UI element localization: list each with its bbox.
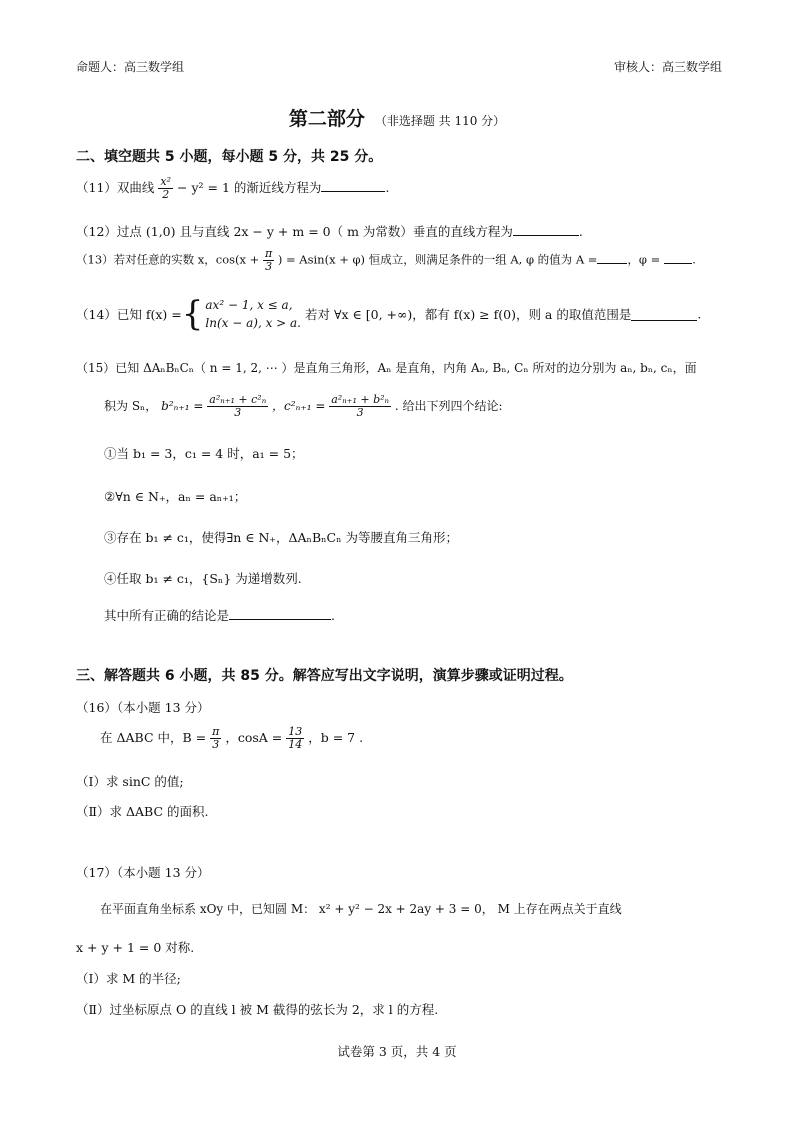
- q16-f2-fraction: [286, 726, 304, 751]
- q11-pre: （11）双曲线: [76, 180, 155, 196]
- q13-answer-blank-a[interactable]: [597, 251, 627, 264]
- section2-heading: 二、填空题共 5 小题，每小题 5 分，共 25 分。: [76, 149, 383, 165]
- header-reviewer: 审核人：高三数学组: [613, 60, 722, 74]
- q13-mid2: ，φ =: [627, 252, 661, 267]
- q13-post: .: [692, 252, 696, 267]
- q15-ask-text: 其中所有正确的结论是: [104, 608, 230, 623]
- q15-f2-den: 3: [356, 406, 364, 420]
- q15-conclusion-2: ②∀n ∈ N₊，aₙ = aₙ₊₁；: [104, 489, 247, 504]
- q14-pre: （14）已知 f(x) =: [76, 307, 182, 322]
- part-title: [0, 104, 794, 131]
- q17-part1: （Ⅰ）求 M 的半径;: [76, 971, 181, 986]
- q15-conclusion-3: ③存在 b₁ ≠ c₁，使得∃n ∈ N₊，ΔAₙBₙCₙ 为等腰直角三角形；: [104, 530, 458, 545]
- header-author: 命题人：高三数学组: [76, 60, 185, 74]
- q12: [76, 222, 583, 240]
- q15-line2-pre: 积为 Sₙ，: [104, 399, 158, 414]
- q14-answer-blank[interactable]: [631, 308, 697, 321]
- q15-f2-lhs: ，c²ₙ₊₁ =: [271, 399, 326, 414]
- section3-heading: 三、解答题共 6 小题，共 85 分。解答应写出文字说明，演算步骤或证明过程。: [76, 668, 573, 684]
- q15-f1-num: a²ₙ₊₁ + c²ₙ: [209, 393, 267, 406]
- q14-cases: [205, 296, 301, 332]
- q17-label: （17）（本小题 13 分）: [76, 865, 210, 880]
- q14-brace: {: [181, 294, 204, 334]
- q16-part1: （Ⅰ）求 sinC 的值;: [76, 774, 184, 789]
- q15-conclusion-4: ④任取 b₁ ≠ c₁，{Sₙ} 为递增数列.: [104, 571, 302, 586]
- q13-answer-blank-phi[interactable]: [664, 251, 692, 264]
- q17-part2: （Ⅱ）过坐标原点 O 的直线 l 被 M 截得的弦长为 2，求 l 的方程.: [76, 1002, 439, 1017]
- q15-f1-lhs: b²ₙ₊₁ =: [161, 399, 204, 414]
- page-footer: 试卷第 3 页，共 4 页: [337, 1044, 457, 1059]
- q15-line2: [104, 394, 503, 419]
- q11-mid: − y² = 1 的渐近线方程为: [177, 180, 322, 196]
- q17-statement-1: 在平面直角坐标系 xOy 中，已知圆 M： x² + y² − 2x + 2ay + 3 = 0， M 上存在两点关于直线: [100, 902, 622, 916]
- q13-frac-num: π: [264, 247, 273, 260]
- q15-conclusion-1: ①当 b₁ = 3，c₁ = 4 时，a₁ = 5；: [104, 446, 304, 461]
- q14-post: .: [697, 306, 702, 322]
- q14: [76, 296, 701, 332]
- q15-line1: （15）已知 ΔAₙBₙCₙ（ n = 1, 2, ⋯ ）是直角三角形，Aₙ 是直角，内角 Aₙ, Bₙ, Cₙ 所对的边分别为 aₙ, bₙ, cₙ，面: [76, 361, 697, 375]
- q13: [76, 248, 696, 273]
- q16-mid: ，cosA =: [225, 730, 283, 746]
- part-title-main: 第二部分: [288, 108, 365, 130]
- q11-answer-blank[interactable]: [321, 179, 385, 192]
- q15-f2-num: a²ₙ₊₁ + b²ₙ: [331, 393, 389, 406]
- q16-statement: [100, 726, 363, 751]
- q16-f1-den: 3: [212, 738, 220, 752]
- q13-mid: ) = Asin(x + φ) 恒成立，则满足条件的一组 A, φ 的值为 A =: [277, 252, 598, 267]
- q16-f1-fraction: [210, 726, 221, 751]
- q13-pre: （13）若对任意的实数 x，cos(x +: [76, 252, 260, 267]
- part-title-sub: （非选择题 共 110 分）: [374, 114, 506, 128]
- q16-label: （16）（本小题 13 分）: [76, 700, 210, 715]
- q15-f1-fraction: [207, 394, 268, 419]
- q13-frac-den: 3: [265, 260, 273, 274]
- q17-statement-2: x + y + 1 = 0 对称.: [76, 940, 195, 955]
- q16-f1-num: π: [212, 725, 220, 738]
- q13-fraction: [263, 248, 274, 273]
- q11-post: .: [385, 180, 390, 196]
- q11-frac-den: 2: [162, 188, 170, 202]
- q11: [76, 176, 389, 201]
- q15-ask-post: .: [331, 608, 335, 623]
- q16-f2-den: 14: [288, 738, 303, 752]
- q14-mid: 若对 ∀x ∈ [0, +∞)，都有 f(x) ≥ f(0)，则 a 的取值范围是: [304, 307, 632, 322]
- q15-f2-fraction: [329, 394, 391, 419]
- q14-case2: ln(x − a), x > a.: [205, 316, 301, 330]
- q11-fraction: [158, 176, 173, 201]
- q16-pre: 在 ΔABC 中，B =: [100, 730, 207, 746]
- q12-post: .: [578, 224, 583, 239]
- q16-f2-num: 13: [288, 725, 303, 738]
- q15-f1-den: 3: [234, 406, 242, 420]
- q12-text: （12）过点 (1,0) 且与直线 2x − y + m = 0（ m 为常数）垂直的直线方程为: [76, 224, 513, 239]
- q16-part2: （Ⅱ）求 ΔABC 的面积.: [76, 804, 209, 819]
- q11-frac-num: x²: [160, 175, 172, 188]
- q16-post: ，b = 7 .: [308, 730, 364, 746]
- q15-answer-blank[interactable]: [229, 607, 331, 620]
- q14-case1: ax² − 1, x ≤ a,: [205, 298, 293, 312]
- q15-line2-post: . 给出下列四个结论:: [394, 399, 503, 414]
- q12-answer-blank[interactable]: [513, 223, 579, 236]
- q15-ask: [104, 606, 335, 624]
